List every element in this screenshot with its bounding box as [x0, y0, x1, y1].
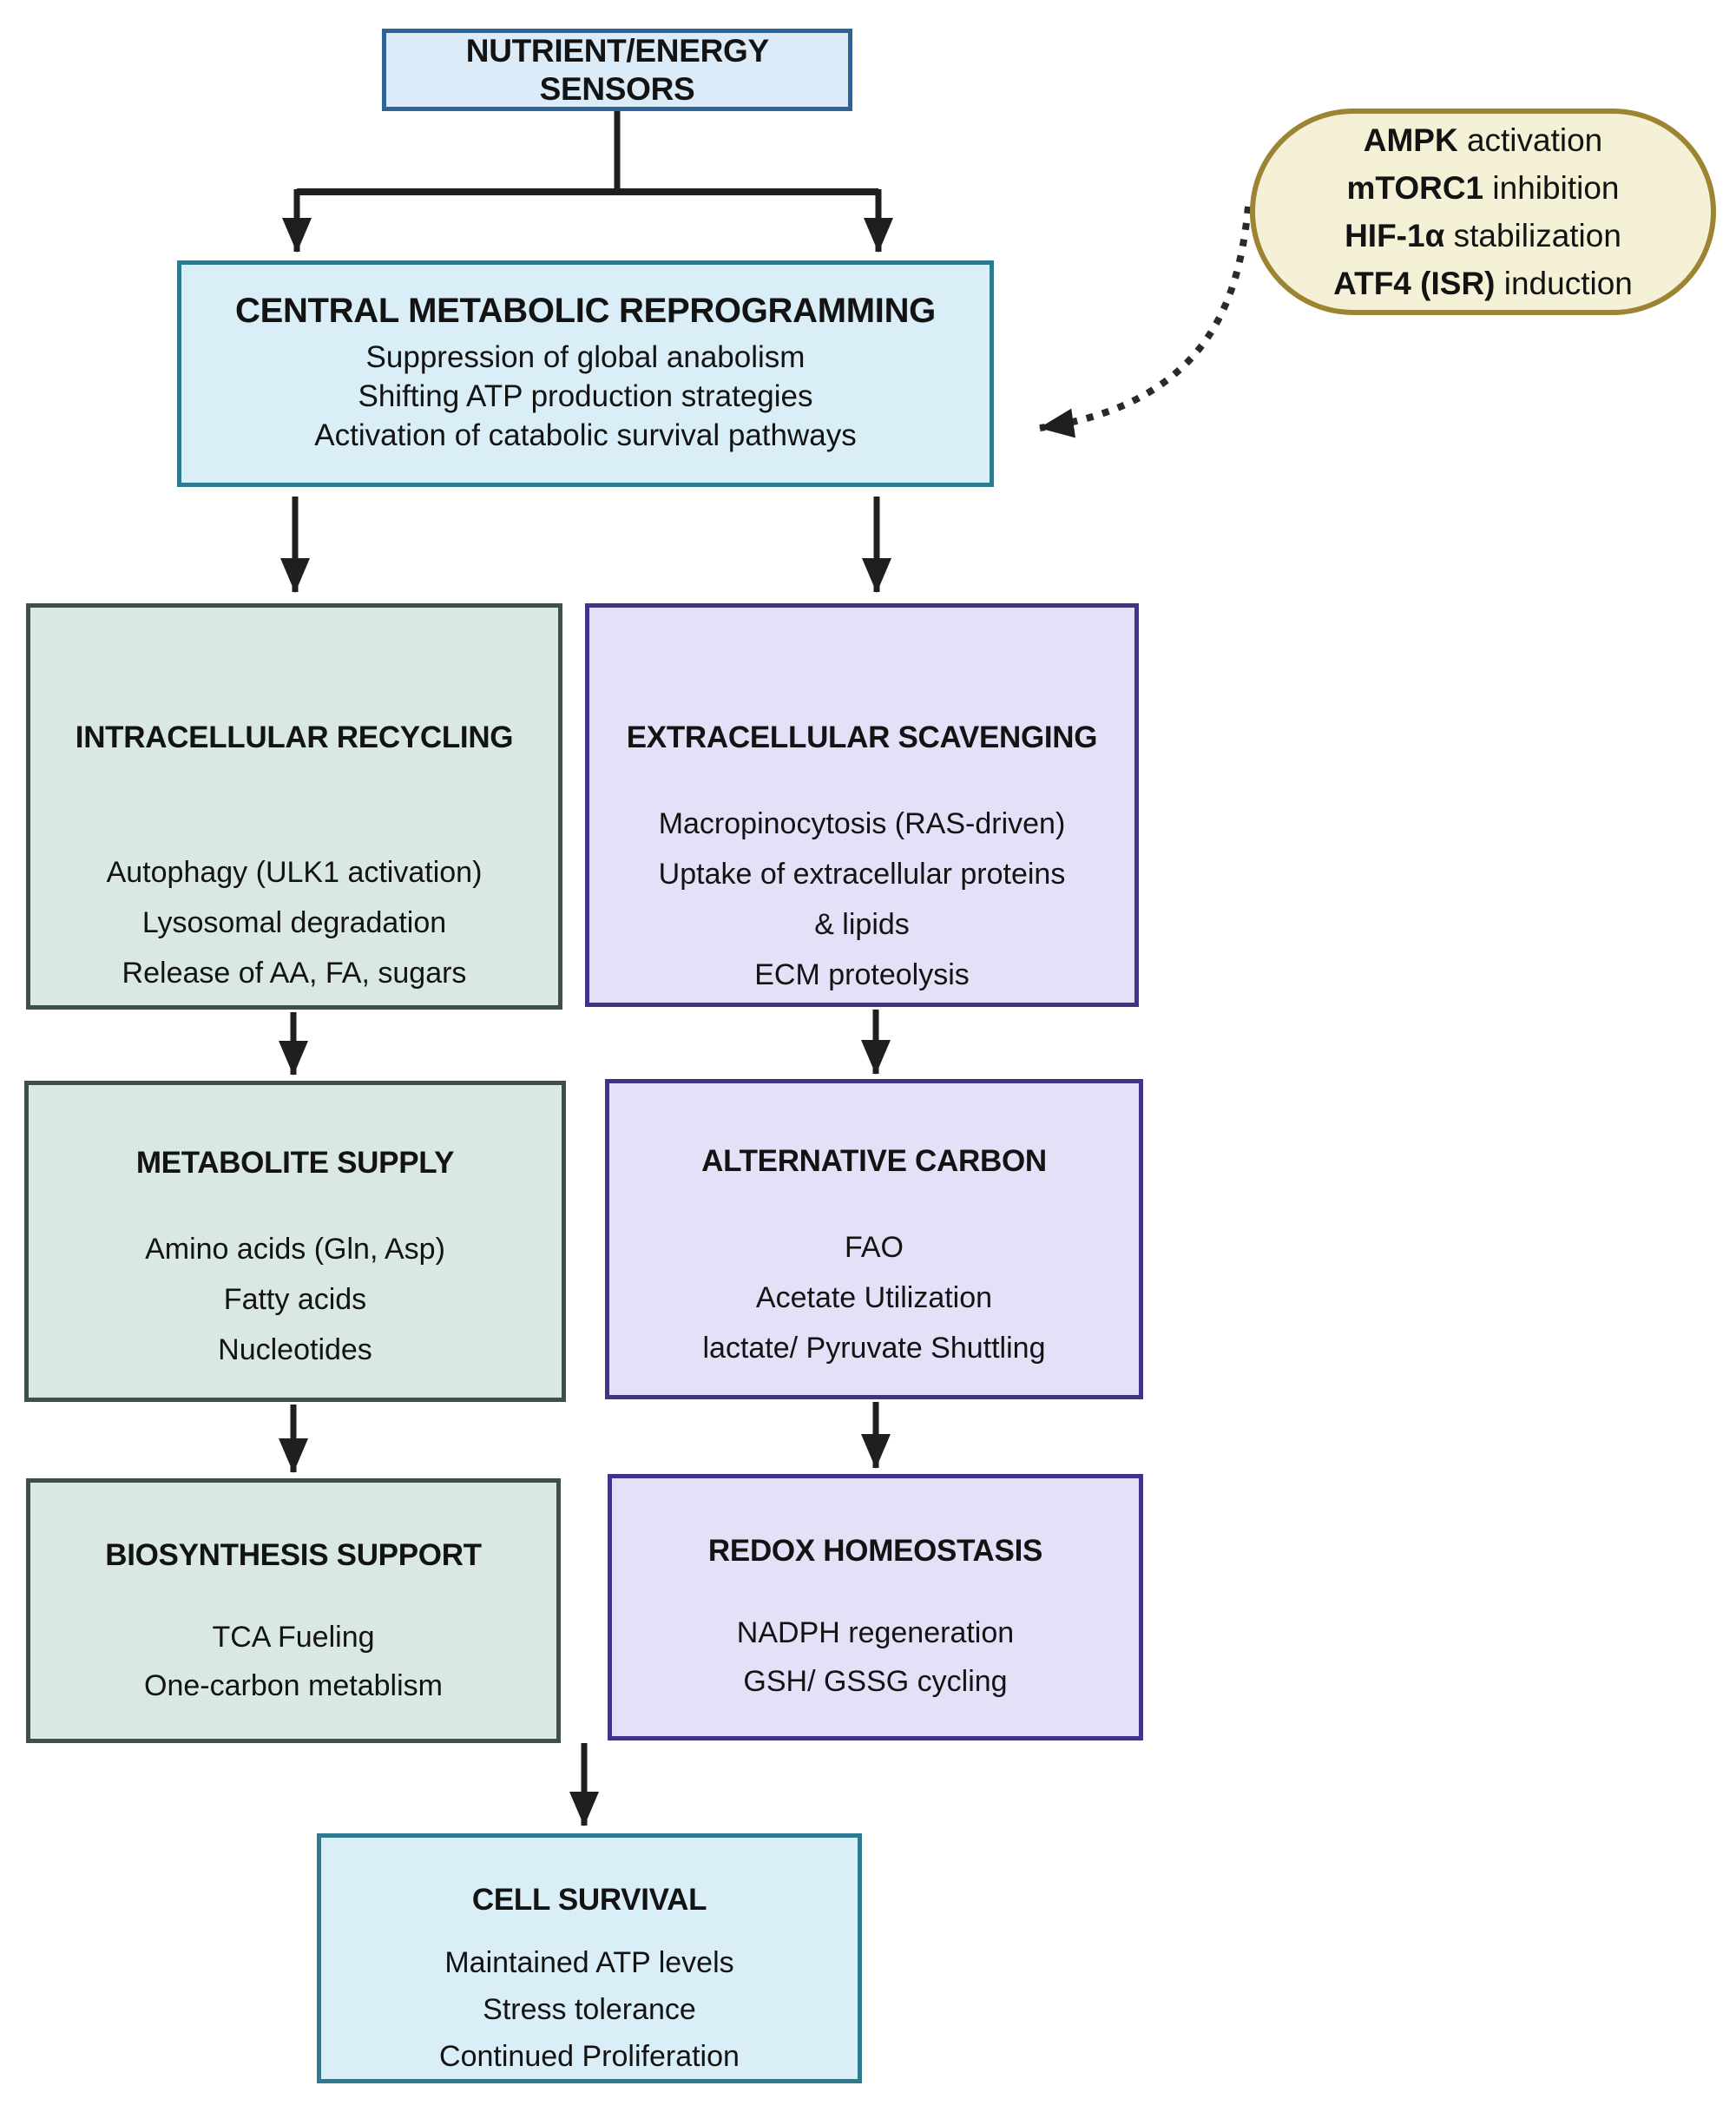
effector-name: HIF-1α: [1345, 218, 1445, 253]
node-body-line: Shifting ATP production strategies: [358, 379, 813, 413]
node-body-line: Release of AA, FA, sugars: [122, 957, 467, 990]
node-body: [737, 1609, 1014, 1706]
effector-line: [1347, 164, 1620, 212]
node-body-line: Fatty acids: [223, 1283, 367, 1316]
node-body-line: One-carbon metablism: [144, 1669, 443, 1702]
node-body-line: Acetate Utilization: [755, 1281, 993, 1314]
node-title: BIOSYNTHESIS SUPPORT: [105, 1538, 482, 1572]
title-line: NUTRIENT/ENERGY: [465, 32, 769, 69]
node-body-line: Uptake of extracellular proteins: [658, 858, 1066, 891]
node-extracellular-scavenging: [585, 603, 1139, 1007]
node-title: CELL SURVIVAL: [471, 1883, 707, 1917]
node-body-line: NADPH regeneration: [736, 1616, 1015, 1649]
node-body: [314, 338, 856, 455]
node-body: [144, 1613, 443, 1710]
node-body-line: Nucleotides: [218, 1333, 372, 1366]
node-body: [439, 1939, 740, 2080]
node-metabolite-supply: [24, 1081, 566, 1402]
node-body: [659, 799, 1066, 1000]
effector-name: ATF4 (ISR): [1333, 266, 1496, 301]
node-central-metabolic-reprogramming: [177, 260, 994, 487]
effector-action: inhibition: [1483, 170, 1620, 206]
node-title: METABOLITE SUPPLY: [135, 1146, 455, 1180]
node-title: [386, 32, 848, 109]
node-body-line: ECM proteolysis: [754, 958, 970, 991]
effector-line: [1345, 212, 1621, 260]
node-body: [107, 847, 483, 998]
node-body-line: Continued Proliferation: [439, 2040, 740, 2073]
node-body-line: Autophagy (ULK1 activation): [106, 856, 483, 889]
node-redox-homeostasis: [608, 1474, 1143, 1740]
node-body-line: FAO: [844, 1231, 904, 1264]
effector-action: stabilization: [1444, 218, 1621, 253]
node-body-line: & lipids: [814, 908, 910, 941]
node-body-line: Amino acids (Gln, Asp): [145, 1233, 445, 1266]
node-body: [145, 1224, 445, 1375]
node-effectors-pill: [1250, 109, 1716, 315]
node-body-line: Activation of catabolic survival pathways: [314, 418, 857, 452]
effector-line: [1333, 260, 1633, 307]
node-title: CENTRAL METABOLIC REPROGRAMMING: [235, 292, 936, 330]
node-title: ALTERNATIVE CARBON: [701, 1144, 1047, 1178]
dotted-arrow-effectors-to-central: [1040, 207, 1248, 428]
node-intracellular-recycling: [26, 603, 562, 1010]
node-nutrient-energy-sensors: [382, 29, 852, 111]
node-body-line: Stress tolerance: [483, 1993, 696, 2026]
title-line: SENSORS: [539, 70, 695, 107]
effector-name: mTORC1: [1346, 170, 1484, 206]
node-body: [702, 1222, 1045, 1373]
node-title: REDOX HOMEOSTASIS: [707, 1534, 1043, 1568]
node-body-line: Maintained ATP levels: [444, 1946, 734, 1979]
node-body-line: TCA Fueling: [212, 1621, 375, 1654]
node-biosynthesis-support: [26, 1478, 561, 1743]
effector-action: activation: [1457, 122, 1603, 158]
effector-line: [1364, 116, 1603, 164]
node-body-line: Macropinocytosis (RAS-driven): [658, 807, 1066, 840]
node-body-line: Suppression of global anabolism: [365, 340, 806, 374]
effector-name: AMPK: [1363, 122, 1458, 158]
node-title: EXTRACELLULAR SCAVENGING: [626, 720, 1098, 754]
effector-action: induction: [1495, 266, 1633, 301]
node-body-line: Lysosomal degradation: [141, 906, 447, 939]
node-cell-survival: [317, 1833, 862, 2083]
node-body-line: lactate/ Pyruvate Shuttling: [702, 1332, 1046, 1365]
node-alternative-carbon: [605, 1079, 1143, 1399]
node-title: INTRACELLULAR RECYCLING: [75, 720, 514, 754]
node-body-line: GSH/ GSSG cycling: [743, 1665, 1008, 1698]
